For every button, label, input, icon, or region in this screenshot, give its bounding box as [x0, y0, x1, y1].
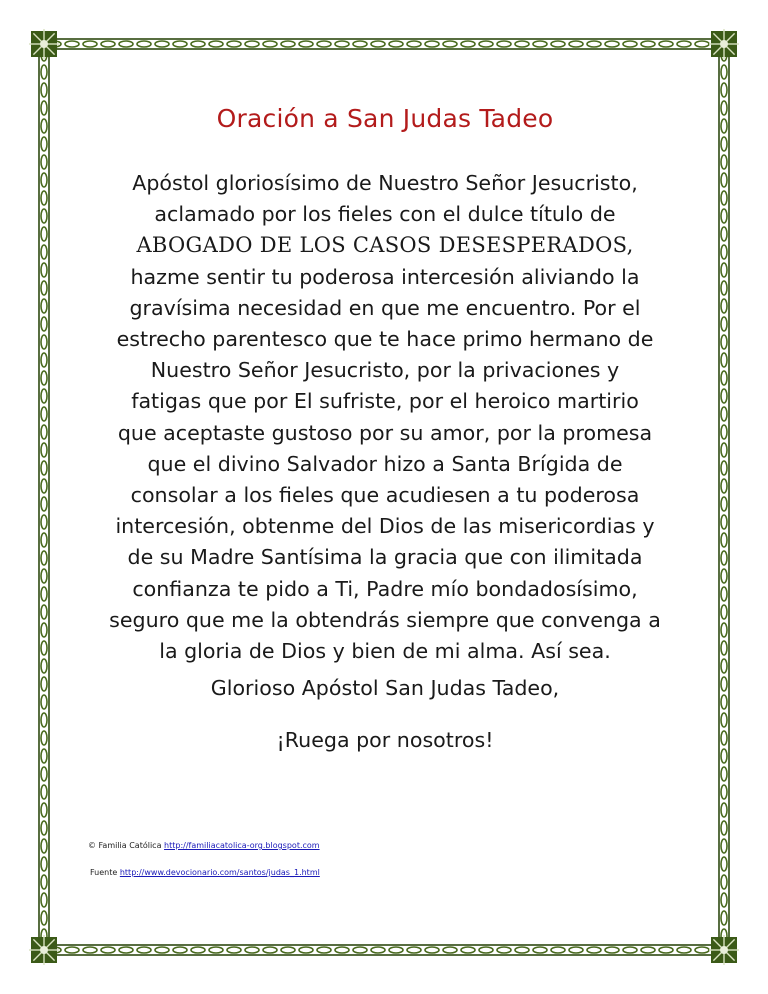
prayer-line: intercesión, obtenme del Dios de las misericordias y — [115, 514, 655, 539]
document-page — [62, 60, 708, 932]
prayer-line: confianza te pido a Ti, Padre mío bondadosísimo, — [132, 576, 638, 601]
prayer-line: Nuestro Señor Jesucristo, por la privaciones y — [150, 358, 620, 383]
closing-invocation: Glorioso Apóstol San Judas Tadeo, — [210, 676, 560, 700]
prayer-line: seguro que me la obtendrás siempre que convenga a — [109, 607, 661, 632]
prayer-line: Apóstol gloriosísimo de Nuestro Señor Jesucristo, — [132, 171, 638, 195]
prayer-line: gravísima necesidad en que me encuentro. Por el — [129, 295, 641, 320]
prayer-line: de su Madre Santísima la gracia que con ilimitada — [127, 545, 643, 570]
footer-source-label: Fuente — [90, 868, 118, 877]
prayer-line: hazme sentir tu poderosa intercesión aliviando la — [130, 264, 640, 289]
closing-plea: ¡Ruega por nosotros! — [276, 728, 494, 752]
prayer-line: la gloria de Dios y bien de mi alma. Así sea. — [159, 639, 611, 664]
prayer-line: aclamado por los fieles con el dulce título de — [154, 202, 616, 227]
prayer-text — [62, 168, 708, 667]
prayer-line: ABOGADO DE LOS CASOS DESESPERADOS, — [136, 233, 634, 258]
footer-credit-label: © Familia Católica — [88, 841, 162, 850]
footer-credit — [88, 841, 320, 850]
prayer-line: que aceptaste gustoso por su amor, por la promesa — [117, 420, 653, 445]
page-title: Oración a San Judas Tadeo — [216, 104, 554, 133]
prayer-line: fatigas que por El sufriste, por el heroico martirio — [131, 389, 639, 414]
prayer-line: que el divino Salvador hizo a Santa Brígida de — [147, 451, 623, 476]
footer-credit-link[interactable]: http://familiacatolica-org.blogspot.com — [164, 841, 320, 850]
footer-source-link[interactable]: http://www.devocionario.com/santos/judas_1.html — [119, 868, 320, 877]
prayer-line: consolar a los fieles que acudiesen a tu poderosa — [130, 483, 640, 508]
prayer-line: estrecho parentesco que te hace primo hermano de — [116, 327, 654, 352]
footer-source — [90, 868, 320, 877]
